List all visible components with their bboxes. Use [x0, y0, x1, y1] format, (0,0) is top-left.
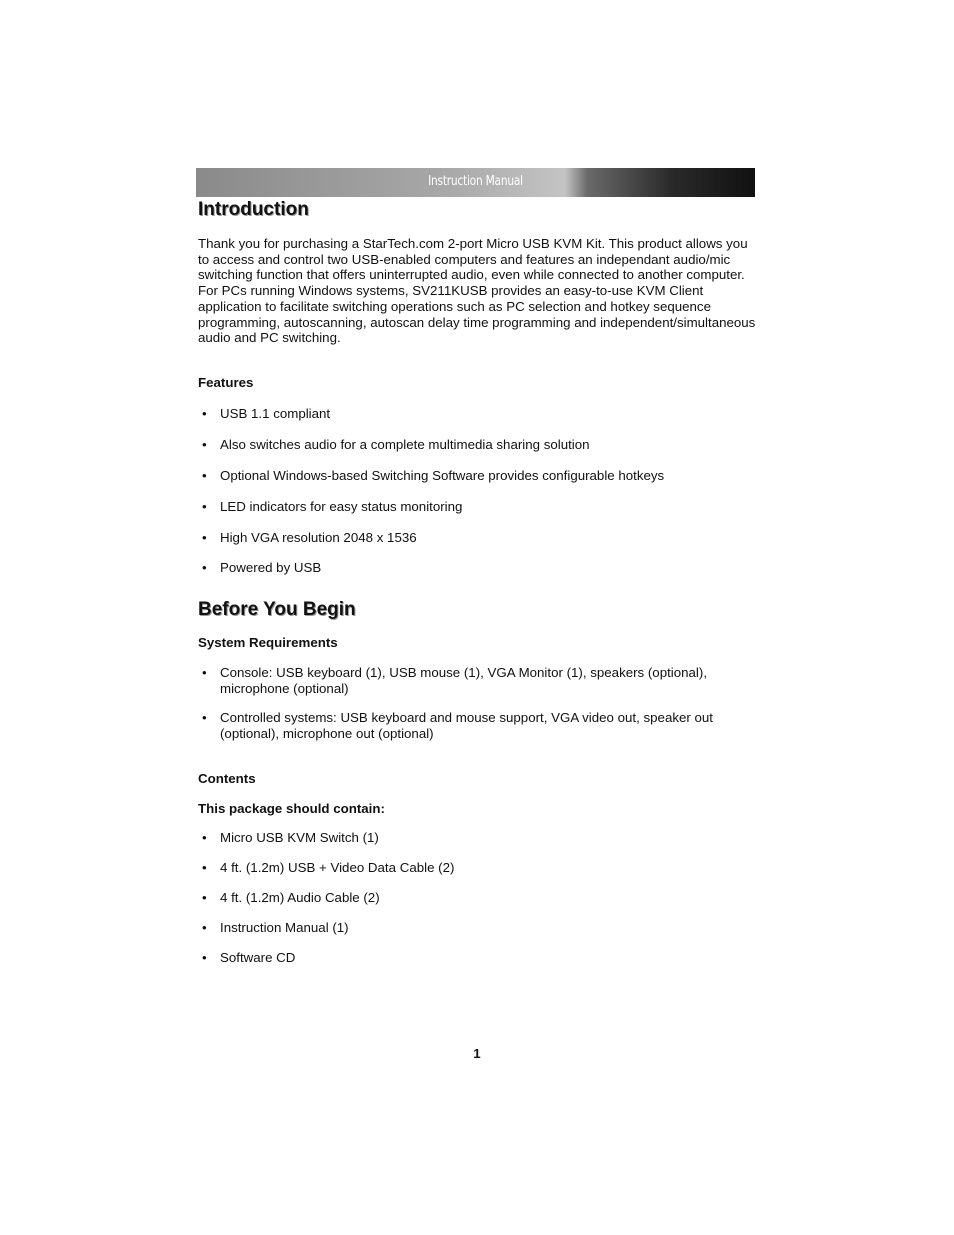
introduction-paragraph: Thank you for purchasing a StarTech.com 2-port Micro USB KVM Kit. This product allows you to access and control two USB-enabled computers and features an independant audio/mic switching function that offers uninterrupted audio, even while connected to another computer. For PCs running Windows systems, SV211KUSB provides an easy-to-use KVM Client application to facilitate switching operations such as PC selection and hotkey sequence programming, autoscanning, autoscan delay time programming and independent/simultaneous audio and PC switching. [198, 236, 756, 346]
list-item-text: Software CD [220, 949, 296, 965]
bullet-icon: • [202, 889, 207, 905]
list-item-text: Micro USB KVM Switch (1) [220, 830, 379, 845]
introduction-heading: Introduction [198, 199, 309, 220]
list-item-text: Instruction Manual (1) [220, 919, 349, 935]
features-heading: Features [198, 375, 254, 390]
list-item [198, 530, 758, 546]
list-item [198, 437, 758, 453]
bullet-icon: • [202, 436, 207, 452]
list-item-text: Also switches audio for a complete multimedia sharing solution [220, 436, 590, 452]
list-item [198, 665, 758, 696]
list-item-text: Console: USB keyboard (1), USB mouse (1), VGA Monitor (1), speakers (optional), microphone (optional) [220, 665, 708, 696]
list-item-text: USB 1.1 compliant [220, 406, 331, 421]
list-item [198, 560, 758, 576]
list-item-text: Controlled systems: USB keyboard and mouse support, VGA video out, speaker out (optional), microphone out (optional) [220, 710, 713, 741]
bullet-icon: • [202, 859, 207, 875]
list-item-text: High VGA resolution 2048 x 1536 [220, 529, 417, 545]
bullet-icon: • [202, 467, 207, 483]
list-item [198, 860, 758, 876]
before-you-begin-heading: Before You Begin [198, 599, 356, 620]
header-bar [196, 168, 755, 197]
bullet-icon: • [202, 560, 207, 576]
list-item-text: 4 ft. (1.2m) Audio Cable (2) [220, 889, 380, 905]
bullet-icon: • [202, 529, 207, 545]
bullet-icon: • [202, 949, 207, 965]
list-item-text: LED indicators for easy status monitoring [220, 498, 463, 514]
bullet-icon: • [202, 498, 207, 514]
bullet-icon: • [202, 830, 207, 845]
package-contents-list [198, 830, 758, 979]
system-requirements-list [198, 665, 758, 755]
list-item-text: 4 ft. (1.2m) USB + Video Data Cable (2) [220, 859, 455, 875]
bullet-icon: • [202, 919, 207, 935]
contents-heading: Contents [198, 771, 256, 786]
page-number: 1 [473, 1046, 481, 1061]
system-requirements-heading: System Requirements [198, 635, 338, 650]
bullet-icon: • [202, 665, 207, 680]
list-item [198, 920, 758, 936]
header-title: Instruction Manual [428, 174, 523, 189]
list-item [198, 830, 758, 846]
list-item [198, 890, 758, 906]
package-contents-subheading: This package should contain: [198, 801, 385, 816]
list-item [198, 710, 758, 741]
list-item-text: Powered by USB [220, 560, 322, 576]
features-list [198, 406, 758, 591]
bullet-icon: • [202, 710, 207, 725]
list-item [198, 950, 758, 966]
list-item [198, 468, 758, 484]
list-item-text: Optional Windows-based Switching Software provides configurable hotkeys [220, 467, 665, 483]
bullet-icon: • [202, 406, 207, 421]
list-item [198, 406, 758, 422]
list-item [198, 499, 758, 515]
